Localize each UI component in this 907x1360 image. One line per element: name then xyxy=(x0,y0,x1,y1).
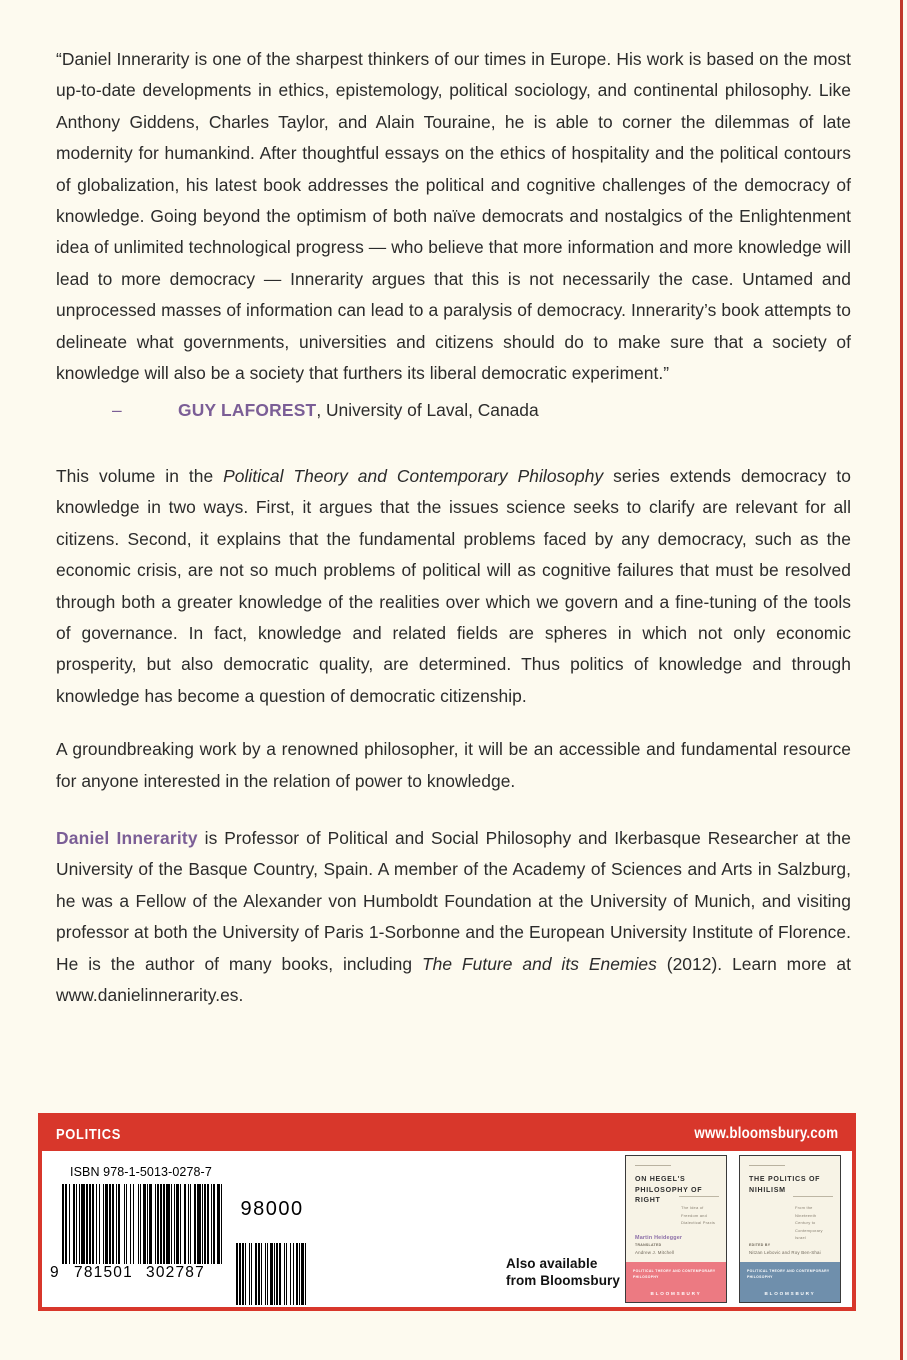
barcode-digits xyxy=(50,1264,222,1281)
related-book-cover-2[interactable] xyxy=(739,1155,841,1303)
related-book-1-title: ON HEGEL'S PHILOSOPHY OF RIGHT xyxy=(635,1175,703,1204)
panel-body xyxy=(42,1151,852,1307)
bio-text-lead: is Professor of Political and Social Philosophy and Ikerbasque Researcher at the University of the Basque Country, Spain. A member of the Academy of Sciences and Arts in Salzburg, he was a Fellow of the Alexander von Humboldt Foundation at the University of Munich, and visiting professor at both the University of Paris 1-Sorbonne and the European University Institute of Florence. He is the author of many books, including xyxy=(56,827,851,974)
publisher-panel xyxy=(38,1113,856,1311)
barcode-digit-first: 9 xyxy=(50,1264,60,1281)
reviewer-affiliation: , University of Laval, Canada xyxy=(316,400,539,421)
bio-book-title: The Future and its Enemies xyxy=(421,953,657,974)
related-book-2-inner xyxy=(740,1156,840,1302)
attribution-dash: – xyxy=(112,400,122,421)
also-available-line-1: Also available xyxy=(506,1256,598,1271)
related-book-1-author-block xyxy=(635,1235,682,1256)
related-book-2-author-block xyxy=(749,1242,821,1256)
decorative-rule xyxy=(635,1165,671,1166)
cover-text-content xyxy=(56,44,851,1011)
spacer xyxy=(56,427,851,461)
category-label: POLITICS xyxy=(56,1125,121,1143)
description-paragraph-1 xyxy=(56,461,851,712)
series-title: Political Theory and Contemporary Philosophy xyxy=(223,465,604,486)
related-book-cover-1[interactable] xyxy=(625,1155,727,1303)
category-bar xyxy=(42,1117,852,1151)
barcode-bars-addon xyxy=(236,1223,308,1305)
barcode-digit-group-1: 781501 xyxy=(74,1264,133,1281)
related-book-1-credit-label: TRANSLATED xyxy=(635,1243,662,1247)
decorative-rule xyxy=(679,1196,719,1197)
related-book-2-credit: Nitzan Lebovic and Roy Ben-Shai xyxy=(749,1250,821,1255)
related-book-1-author: Martin Heidegger xyxy=(635,1235,683,1241)
decorative-rule xyxy=(793,1196,833,1197)
bio-text-rest: (2012). Learn more at www.danielinnerarity.es. xyxy=(56,953,851,1005)
related-book-1-inner xyxy=(626,1156,726,1302)
also-available-line-2: from Bloomsbury xyxy=(506,1273,621,1288)
author-bio xyxy=(56,823,851,1011)
related-book-1-series: POLITICAL THEORY AND CONTEMPORARY PHILOSOPHY xyxy=(633,1269,716,1279)
related-book-1-band xyxy=(626,1262,726,1302)
spacer xyxy=(56,712,851,734)
isbn-label: ISBN 978-1-5013-0278-7 xyxy=(70,1165,212,1179)
related-book-2-publisher-logo: BLOOMSBURY xyxy=(764,1291,816,1296)
related-book-2-band xyxy=(740,1262,840,1302)
barcode-addon xyxy=(236,1198,308,1305)
barcode-addon-digits: 98000 xyxy=(240,1198,304,1220)
also-available-label xyxy=(506,1255,620,1289)
related-book-2-credit-label: EDITED BY xyxy=(749,1243,771,1247)
review-quote: “Daniel Innerarity is one of the sharpest thinkers of our times in Europe. His work is based on the most up-to-date developments in ethics, epistemology, political sociology, and continental philosophy. Like Anthony Giddens, Charles Taylor, and Alain Touraine, he is able to corner the dilemmas of late modernity for humankind. After thoughtful essays on the ethics of hospitality and the political contours of globalization, his latest book addresses the political and cognitive challenges of the democracy of knowledge. Going beyond the optimism of both naïve democrats and nostalgics of the Enlightenment idea of unlimited technological progress — who believe that more information and more knowledge will lead to more democracy — Innerarity argues that this is not necessarily the case. Untamed and unprocessed masses of information can lead to a paralysis of democracy. Innerarity’s book attempts to delineate what governments, universities and citizens should do to make sure that a society of knowledge will also be a society that furthers its liberal democratic experiment.” xyxy=(56,49,851,384)
related-book-2-subtitle: From the Nineteenth Century to Contemporary Israel xyxy=(795,1205,823,1240)
barcode-digit-group-2: 302787 xyxy=(146,1264,205,1281)
decorative-rule xyxy=(749,1165,785,1166)
review-attribution xyxy=(56,395,851,426)
related-book-2-series: POLITICAL THEORY AND CONTEMPORARY PHILOSOPHY xyxy=(747,1269,830,1279)
related-book-1-publisher-logo: BLOOMSBURY xyxy=(650,1291,702,1296)
spacer xyxy=(56,797,851,823)
related-book-1-subtitle: The Idea of Freedom and Dialectical Praxis xyxy=(681,1205,716,1225)
related-book-1-credit: Andrew J. Mitchell xyxy=(635,1250,675,1255)
author-name: Daniel Innerarity xyxy=(56,827,198,848)
barcode-block xyxy=(50,1165,332,1281)
related-book-2-title: THE POLITICS OF NIHILISM xyxy=(749,1175,821,1194)
reviewer-name: GUY LAFOREST xyxy=(178,400,317,421)
barcode-graphic xyxy=(50,1182,332,1281)
cover-edge-margin xyxy=(903,0,907,1360)
desc-p1-rest: series extends democracy to knowledge in two ways. First, it argues that the issues science seeks to clarify are relevant for all citizens. Second, it explains that the fundamental problems faced by any democracy, such as the economic crisis, are not so much problems of political will as cognitive failures that must be resolved through both a greater knowledge of the realities over which we govern and a fine-tuning of the tools of governance. In fact, knowledge and related fields are spheres in which not only economic prosperity, but also democratic quality, are determined. Thus politics of knowledge and through knowledge has become a question of democratic citizenship. xyxy=(56,465,851,706)
publisher-website[interactable]: www.bloomsbury.com xyxy=(694,1125,838,1142)
description-paragraph-2: A groundbreaking work by a renowned philosopher, it will be an accessible and fundamental resource for anyone interested in the relation of power to knowledge. xyxy=(56,739,851,791)
desc-p1-lead: This volume in the xyxy=(56,465,224,486)
